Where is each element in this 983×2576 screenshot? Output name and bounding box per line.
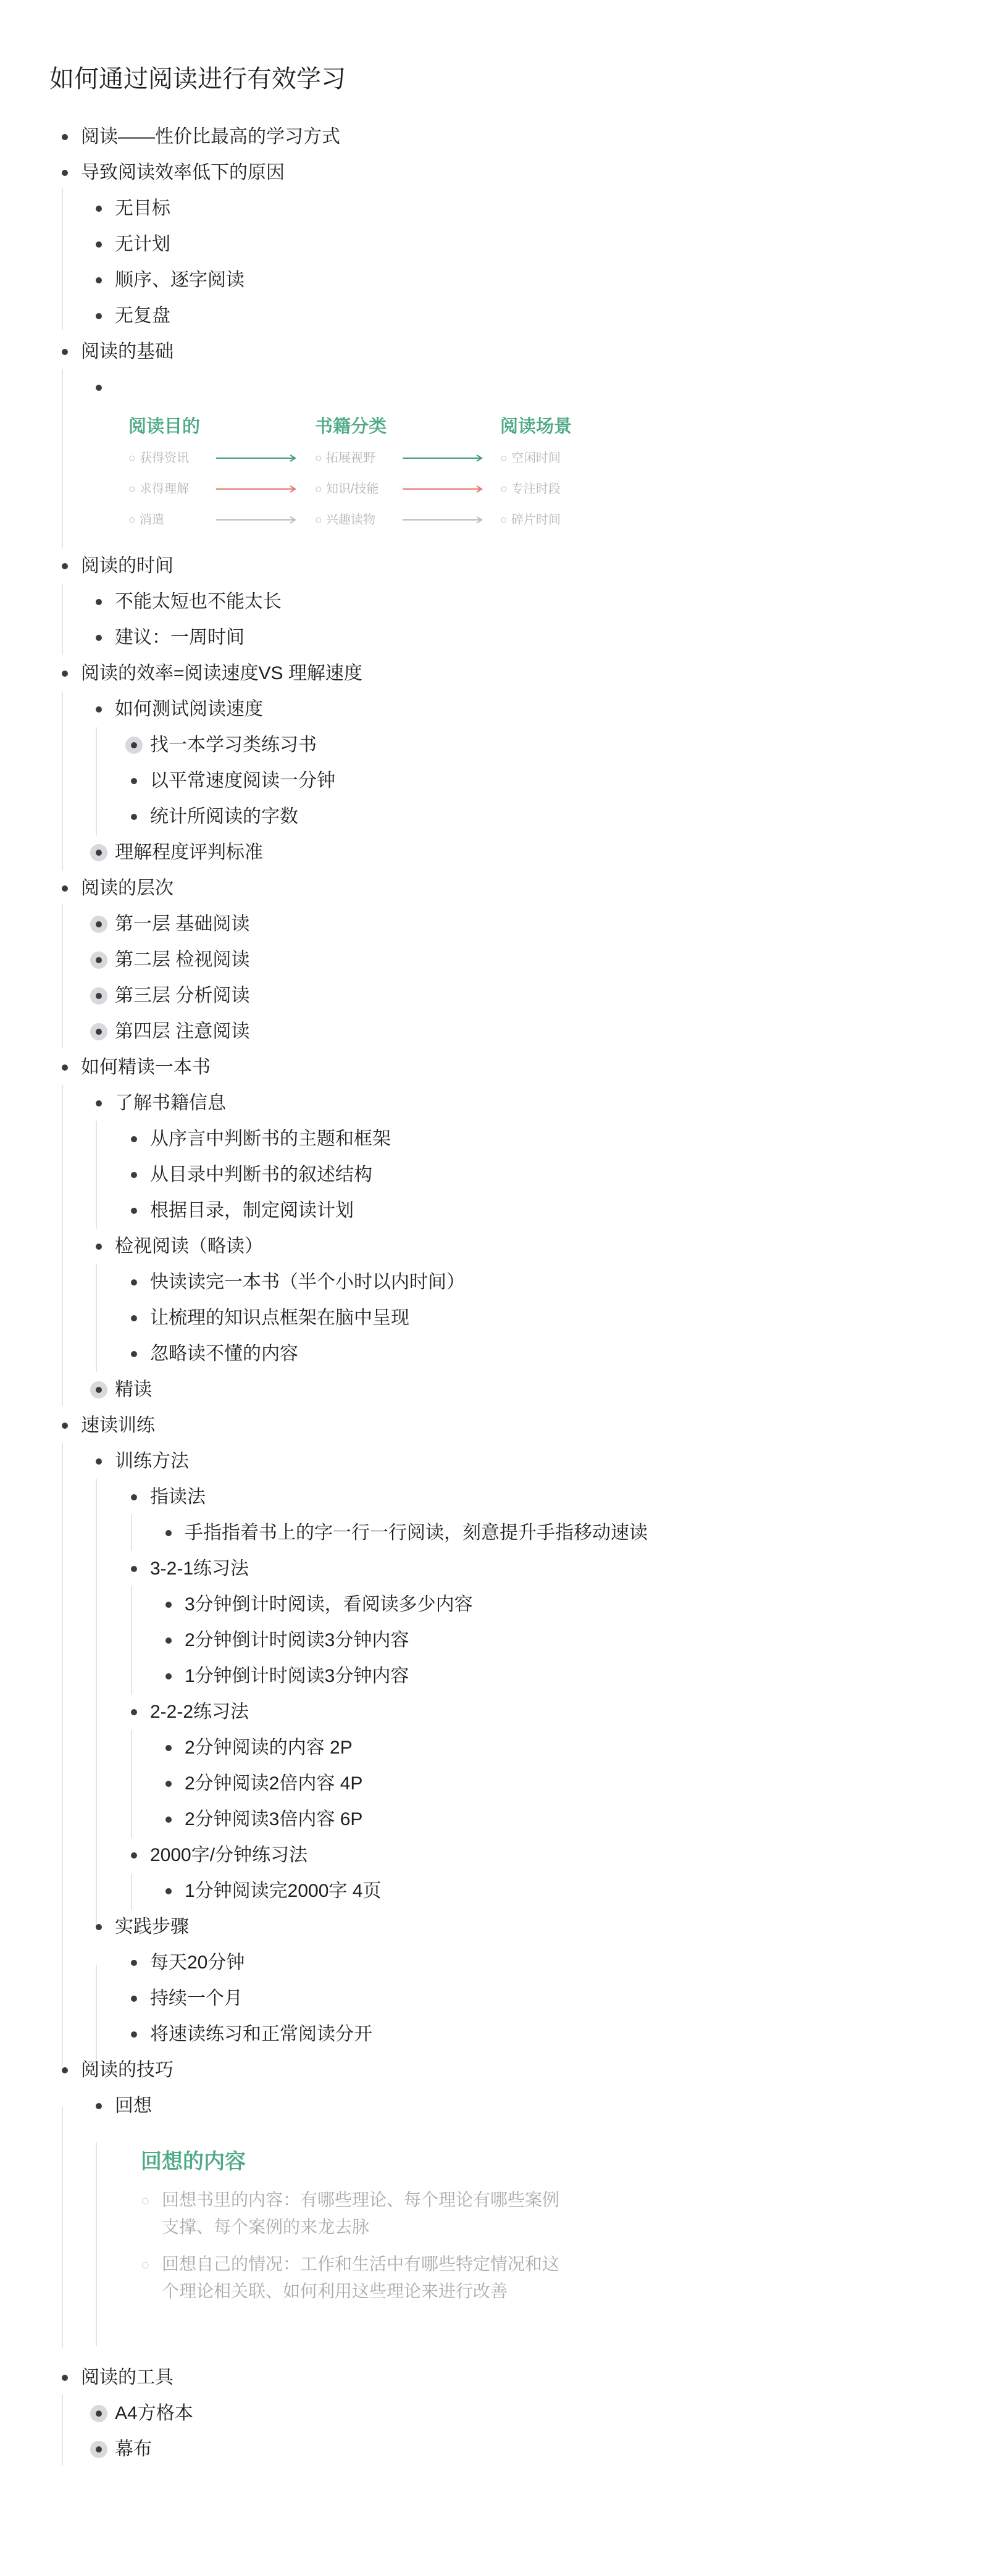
- item-text[interactable]: 每天20分钟: [150, 1952, 245, 1973]
- item-text[interactable]: 统计所阅读的字数: [150, 806, 298, 827]
- bullet[interactable]: [90, 1453, 107, 1470]
- bubble-icon: ○: [315, 483, 322, 496]
- list-item[interactable]: [96, 2432, 152, 2467]
- diagram-col2-row2: 知识/技能: [326, 482, 379, 496]
- bullet[interactable]: [90, 379, 107, 396]
- bullet[interactable]: [125, 1131, 143, 1148]
- diagram-col1-row1: 获得资讯: [140, 451, 189, 465]
- item-text[interactable]: 忽略读不懂的内容: [150, 1344, 298, 1364]
- list-item[interactable]: [96, 1372, 152, 1408]
- list-item[interactable]: [62, 871, 174, 906]
- bubble-icon: ○: [141, 2257, 150, 2273]
- item-text[interactable]: 2分钟阅读3倍内容 6P: [185, 1809, 363, 1830]
- bullet[interactable]: [90, 307, 107, 325]
- bullet[interactable]: [56, 880, 73, 897]
- list-item[interactable]: [165, 1802, 362, 1838]
- diagram-col3-row1: 空闲时间: [511, 451, 561, 465]
- list-item[interactable]: [131, 1694, 249, 1730]
- bullet[interactable]: [160, 1632, 177, 1649]
- item-text[interactable]: 持续一个月: [150, 1988, 243, 2009]
- bullet[interactable]: [160, 1775, 177, 1792]
- list-item[interactable]: [96, 1909, 189, 1945]
- bullet[interactable]: [90, 629, 107, 646]
- item-text[interactable]: 阅读的时间: [81, 556, 174, 576]
- list-item[interactable]: [131, 1945, 245, 1981]
- guide-line: [62, 692, 63, 871]
- list-item[interactable]: [165, 1873, 381, 1909]
- bullet[interactable]: [125, 1202, 143, 1219]
- list-item[interactable]: [96, 692, 263, 727]
- list-item[interactable]: [62, 155, 285, 191]
- bullet[interactable]: [90, 1095, 107, 1112]
- list-item[interactable]: [131, 1336, 298, 1372]
- bubble-icon: ○: [128, 452, 136, 465]
- callout-title: 回想的内容: [141, 2150, 246, 2173]
- bubble-icon: ○: [315, 514, 322, 527]
- bullet[interactable]: [125, 1847, 143, 1864]
- guide-line: [62, 1085, 63, 1406]
- list-item[interactable]: [62, 334, 174, 370]
- item-text[interactable]: 如何测试阅读速度: [115, 699, 263, 719]
- list-item[interactable]: [165, 1587, 473, 1623]
- list-item[interactable]: [131, 1838, 307, 1873]
- guide-line: [96, 1479, 97, 1930]
- bullet[interactable]: [56, 128, 73, 146]
- list-item[interactable]: [96, 1444, 189, 1479]
- item-text[interactable]: 指读法: [150, 1487, 206, 1507]
- diagram-col1-title: 阅读目的: [128, 417, 201, 437]
- recall-content-card: [136, 2136, 617, 2334]
- guide-line: [131, 1730, 132, 1838]
- item-text[interactable]: 建议：一周时间: [115, 627, 245, 648]
- list-item[interactable]: [165, 1658, 409, 1694]
- bubble-icon: ○: [500, 452, 508, 465]
- guide-line: [96, 1264, 97, 1372]
- collapsed-bullet[interactable]: [90, 987, 107, 1005]
- collapsed-bullet[interactable]: [90, 2441, 107, 2458]
- guide-line: [96, 2143, 97, 2346]
- bullet[interactable]: [90, 701, 107, 718]
- item-text[interactable]: 理解程度评判标准: [115, 842, 263, 863]
- callout-p2-line2: 个理论相关联、如何利用这些理论来进行改善: [162, 2281, 508, 2301]
- guide-line: [131, 1874, 132, 1910]
- item-text[interactable]: 3-2-1练习法: [150, 1558, 249, 1579]
- list-item[interactable]: [165, 1766, 362, 1802]
- item-text[interactable]: 幕布: [115, 2439, 152, 2459]
- list-item[interactable]: [62, 656, 362, 692]
- guide-line: [96, 727, 97, 835]
- bullet[interactable]: [90, 236, 107, 253]
- bullet[interactable]: [125, 1166, 143, 1184]
- list-item[interactable]: [96, 1014, 249, 1050]
- list-item[interactable]: [96, 191, 170, 227]
- list-item[interactable]: [96, 1085, 226, 1121]
- list-item[interactable]: [96, 906, 249, 942]
- bullet[interactable]: [56, 164, 73, 182]
- list-item[interactable]: [131, 799, 298, 835]
- guide-line: [62, 583, 63, 654]
- item-text[interactable]: 3分钟倒计时阅读，看阅读多少内容: [185, 1594, 473, 1615]
- list-item[interactable]: [131, 1265, 465, 1300]
- item-text[interactable]: 2分钟阅读2倍内容 4P: [185, 1773, 363, 1794]
- diagram-col2-row3: 兴趣读物: [326, 513, 375, 527]
- list-item[interactable]: [62, 2052, 174, 2088]
- list-item[interactable]: [131, 763, 335, 799]
- item-text[interactable]: 快读读完一本书（半个小时以内时间）: [150, 1272, 465, 1292]
- item-text[interactable]: 阅读的层次: [81, 878, 174, 898]
- list-item[interactable]: [165, 1730, 353, 1766]
- bullet[interactable]: [160, 1524, 177, 1542]
- bullet[interactable]: [90, 272, 107, 289]
- list-item[interactable]: [62, 1408, 155, 1444]
- bullet[interactable]: [90, 200, 107, 217]
- item-text[interactable]: 以平常速度阅读一分钟: [150, 771, 335, 791]
- item-text[interactable]: 检视阅读（略读）: [115, 1236, 263, 1257]
- item-text[interactable]: 让梳理的知识点框架在脑中呈现: [150, 1308, 409, 1328]
- bullet[interactable]: [90, 2097, 107, 2115]
- list-item[interactable]: [62, 2360, 174, 2396]
- bullet[interactable]: [125, 1560, 143, 1578]
- item-text[interactable]: 不能太短也不能太长: [115, 592, 282, 612]
- bullet[interactable]: [56, 343, 73, 361]
- list-item[interactable]: [96, 370, 115, 406]
- list-item[interactable]: [165, 1515, 648, 1551]
- bullet[interactable]: [125, 2026, 143, 2043]
- bullet[interactable]: [56, 2369, 73, 2386]
- guide-line: [131, 1586, 132, 1694]
- list-item[interactable]: [96, 262, 245, 298]
- list-item[interactable]: [131, 2017, 372, 2052]
- list-item[interactable]: [96, 835, 263, 871]
- bullet[interactable]: [125, 1345, 143, 1363]
- bullet[interactable]: [125, 1954, 143, 1972]
- item-text[interactable]: 精读: [115, 1379, 152, 1400]
- bubble-icon: ○: [128, 483, 136, 496]
- list-item[interactable]: [131, 1981, 243, 2017]
- bullet[interactable]: [125, 1310, 143, 1327]
- item-text[interactable]: 阅读的工具: [81, 2367, 174, 2388]
- list-item[interactable]: [131, 1193, 354, 1229]
- diagram-col2-row1: 拓展视野: [326, 451, 375, 465]
- item-text[interactable]: 根据目录，制定阅读计划: [150, 1200, 354, 1221]
- collapsed-bullet[interactable]: [90, 951, 107, 969]
- bullet[interactable]: [90, 1918, 107, 1936]
- callout-p2-line1: 回想自己的情况：工作和生活中有哪些特定情况和这: [162, 2254, 560, 2273]
- item-text[interactable]: 第一层 基础阅读: [115, 914, 250, 934]
- bullet[interactable]: [160, 1668, 177, 1685]
- list-item[interactable]: [131, 1157, 372, 1193]
- item-text[interactable]: 回想: [115, 2096, 152, 2116]
- bullet[interactable]: [125, 1704, 143, 1721]
- list-item[interactable]: [96, 2396, 193, 2432]
- item-text[interactable]: 阅读的技巧: [81, 2060, 174, 2080]
- bullet[interactable]: [125, 808, 143, 826]
- item-text[interactable]: 2分钟倒计时阅读3分钟内容: [185, 1630, 409, 1650]
- page-title: 如何通过阅读进行有效学习: [49, 65, 346, 93]
- item-text[interactable]: 顺序、逐字阅读: [115, 270, 245, 290]
- diagram-col1-row3: 消遣: [140, 513, 164, 527]
- list-item[interactable]: [96, 2088, 152, 2124]
- bullet[interactable]: [56, 558, 73, 575]
- item-text[interactable]: 第四层 注意阅读: [115, 1021, 250, 1042]
- guide-line: [131, 1515, 132, 1550]
- list-item[interactable]: [96, 1229, 263, 1265]
- bullet[interactable]: [125, 1990, 143, 2007]
- list-item[interactable]: [96, 584, 282, 620]
- collapsed-bullet[interactable]: [90, 844, 107, 861]
- diagram-col1-row2: 求得理解: [140, 482, 189, 496]
- bubble-icon: ○: [500, 514, 508, 527]
- item-text[interactable]: 2000字/分钟练习法: [150, 1845, 308, 1865]
- item-text[interactable]: 从目录中判断书的叙述结构: [150, 1165, 372, 1185]
- callout-p1-line1: 回想书里的内容：有哪些理论、每个理论有哪些案例: [162, 2190, 560, 2209]
- item-text[interactable]: 2分钟阅读的内容 2P: [185, 1738, 353, 1758]
- bubble-icon: ○: [141, 2193, 150, 2209]
- item-text[interactable]: 实践步骤: [115, 1917, 189, 1937]
- guide-line: [62, 2107, 63, 2348]
- collapsed-bullet[interactable]: [125, 737, 143, 754]
- list-item[interactable]: [131, 1300, 409, 1336]
- list-item[interactable]: [96, 978, 249, 1014]
- bubble-icon: ○: [128, 514, 136, 527]
- item-text[interactable]: 无复盘: [115, 306, 170, 326]
- item-text[interactable]: 无计划: [115, 234, 170, 254]
- item-text[interactable]: 阅读的基础: [81, 341, 174, 362]
- item-text[interactable]: 将速读练习和正常阅读分开: [150, 2024, 372, 2044]
- bullet[interactable]: [56, 2062, 73, 2079]
- guide-line: [62, 1443, 63, 2067]
- bullet[interactable]: [125, 1489, 143, 1506]
- bullet[interactable]: [90, 593, 107, 611]
- item-text[interactable]: 第二层 检视阅读: [115, 950, 250, 970]
- bullet[interactable]: [160, 1739, 177, 1757]
- diagram-col3-title: 阅读场景: [500, 417, 572, 437]
- item-text[interactable]: 从序言中判断书的主题和框架: [150, 1129, 391, 1149]
- guide-line: [62, 905, 63, 1048]
- item-text[interactable]: 手指指着书上的字一行一行阅读，刻意提升手指移动速读: [185, 1523, 648, 1543]
- list-item[interactable]: [131, 1551, 249, 1587]
- guide-line: [62, 2394, 63, 2465]
- reading-basis-diagram: [123, 408, 593, 550]
- bubble-icon: ○: [315, 452, 322, 465]
- item-text[interactable]: 1分钟倒计时阅读3分钟内容: [185, 1666, 409, 1686]
- list-item[interactable]: [62, 119, 340, 155]
- item-text[interactable]: 无目标: [115, 198, 170, 219]
- collapsed-bullet[interactable]: [90, 1023, 107, 1040]
- item-text[interactable]: 导致阅读效率低下的原因: [81, 162, 285, 183]
- bullet[interactable]: [160, 1883, 177, 1900]
- list-item[interactable]: [96, 298, 170, 334]
- list-item[interactable]: [96, 942, 249, 978]
- item-text[interactable]: 如何精读一本书: [81, 1057, 211, 1077]
- item-text[interactable]: 了解书籍信息: [115, 1093, 226, 1113]
- diagram-col3-row2: 专注时段: [511, 482, 561, 496]
- list-item[interactable]: [131, 1479, 206, 1515]
- collapsed-bullet[interactable]: [90, 1381, 107, 1399]
- bullet[interactable]: [56, 665, 73, 682]
- list-item[interactable]: [131, 727, 317, 763]
- bullet[interactable]: [90, 1238, 107, 1255]
- list-item[interactable]: [96, 620, 245, 656]
- collapsed-bullet[interactable]: [90, 2405, 107, 2422]
- guide-line: [62, 369, 63, 548]
- bullet[interactable]: [125, 772, 143, 790]
- item-text[interactable]: 速读训练: [81, 1415, 155, 1436]
- item-text[interactable]: 第三层 分析阅读: [115, 985, 250, 1006]
- list-item[interactable]: [131, 1121, 391, 1157]
- callout-p1-line2: 支撑、每个案例的来龙去脉: [162, 2217, 370, 2236]
- item-text[interactable]: A4方格本: [115, 2403, 193, 2423]
- item-text[interactable]: 阅读的效率=阅读速度VS 理解速度: [81, 663, 362, 684]
- item-text[interactable]: 训练方法: [115, 1451, 189, 1471]
- bullet[interactable]: [56, 1059, 73, 1076]
- collapsed-bullet[interactable]: [90, 916, 107, 933]
- guide-line: [62, 188, 63, 330]
- list-item[interactable]: [62, 548, 174, 584]
- list-item[interactable]: [165, 1623, 409, 1658]
- item-text[interactable]: 2-2-2练习法: [150, 1702, 249, 1722]
- bullet[interactable]: [125, 1274, 143, 1291]
- bullet[interactable]: [160, 1811, 177, 1828]
- bubble-icon: ○: [500, 483, 508, 496]
- item-text[interactable]: 1分钟阅读完2000字 4页: [185, 1881, 382, 1901]
- item-text[interactable]: 阅读——性价比最高的学习方式: [81, 127, 340, 147]
- list-item[interactable]: [96, 227, 170, 262]
- guide-line: [96, 1121, 97, 1229]
- diagram-col3-row3: 碎片时间: [511, 513, 561, 527]
- bullet[interactable]: [160, 1596, 177, 1613]
- item-text[interactable]: 找一本学习类练习书: [150, 735, 317, 755]
- bullet[interactable]: [56, 1417, 73, 1434]
- diagram-col2-title: 书籍分类: [315, 417, 387, 437]
- list-item[interactable]: [62, 1050, 211, 1085]
